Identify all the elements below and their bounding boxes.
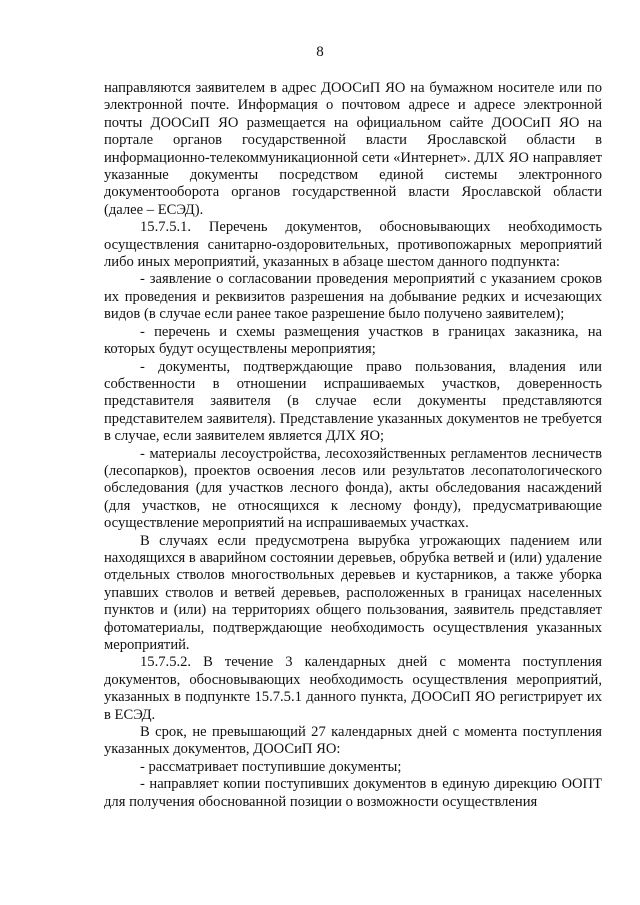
paragraph-15-7-5-2: 15.7.5.2. В течение 3 календарных дней с момента поступления документов, обосновывающих необходимость осуществления мероприятий, указанных в подпункте 15.7.5.1 данного пункта, ДООСиП ЯО регистрирует их в ЕСЭД. (104, 654, 602, 723)
list-item-application: - заявление о согласовании проведения мероприятий с указанием сроков их проведения и реквизитов разрешения на добывание редких и исчезающих видов (в случае если ранее такое разрешение было получено заявителем); (104, 271, 602, 323)
list-item-send-copies: - направляет копии поступивших документов в единую дирекцию ООПТ для получения обоснованной позиции о возможности осуществления (104, 776, 602, 810)
page-number: 8 (316, 44, 324, 60)
list-item-forestry-materials: - материалы лесоустройства, лесохозяйственных регламентов лесничеств (лесопарков), проектов освоения лесов или результатов лесопатологического обследования (для участков лесного фонда), акты обследования насаждений (для участков, не относящихся к лесному фонду), предусматривающие осуществление мероприятий на испрашиваемых участках. (104, 445, 602, 532)
list-item-site-plans: - перечень и схемы размещения участков в границах заказника, на которых будут осуществлены мероприятия; (104, 323, 602, 358)
paragraph-continuation: направляются заявителем в адрес ДООСиП ЯО на бумажном носителе или по электронной почте. Информация о почтовом адресе и адресе электронной почты ДООСиП ЯО размещается на официальном сайте ДООСиП ЯО на портале органов государственной власти Ярославской области в информационно-телекоммуникационной сети «Интернет». ДЛХ ЯО направляет указанные документы посредством единой системы электронного документооборота органов государственной власти Ярославской области (далее – ЕСЭД). (104, 80, 602, 218)
list-item-ownership-documents: - документы, подтверждающие право пользования, владения или собственности в отношении испрашиваемых участков, доверенность представителя заявителя (в случае если документы представляются представителем заявителя). Представление указанных документов не требуется в случае, если заявителем является ДЛХ ЯО; (104, 358, 602, 445)
list-item-review: - рассматривает поступившие документы; (140, 758, 402, 775)
document-body (104, 80, 602, 811)
paragraph-felling-cases: В случаях если предусмотрена вырубка угрожающих падением или находящихся в аварийном состоянии деревьев, обрубка ветвей и (или) удаление отдельных стволов многоствольных деревьев и кустарников, а также уборка упавших стволов и ветвей деревьев, расположенных в границах населенных пунктов и (или) на территориях общего пользования, заявитель представляет фотоматериалы, подтверждающие необходимость осуществления указанных мероприятий. (104, 532, 602, 653)
paragraph-deadline: В срок, не превышающий 27 календарных дней с момента поступления указанных документов, ДООСиП ЯО: (104, 724, 602, 758)
paragraph-15-7-5-1: 15.7.5.1. Перечень документов, обосновывающих необходимость осуществления санитарно-оздоровительных, противопожарных мероприятий либо иных мероприятий, указанных в абзаце шестом данного подпункта: (104, 219, 602, 271)
